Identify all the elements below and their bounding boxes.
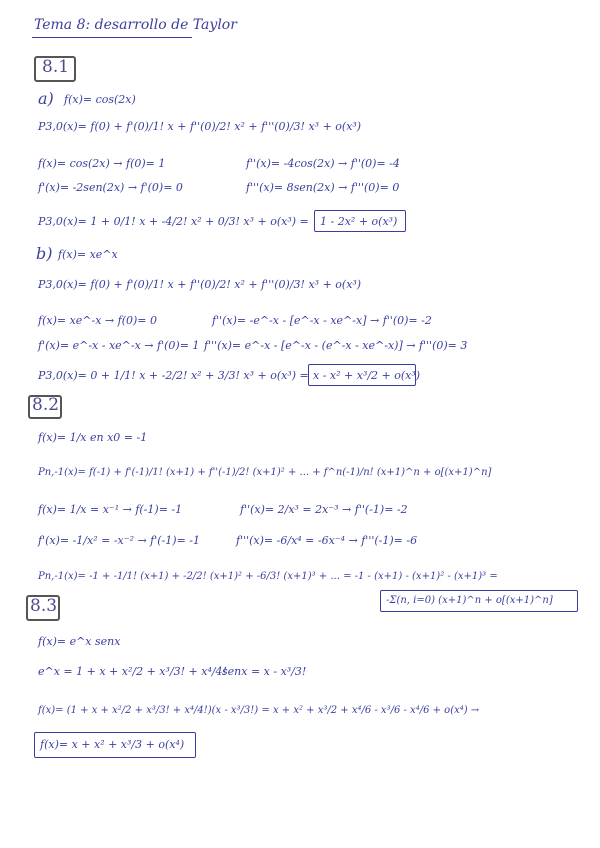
part-a-label: a): [38, 89, 54, 108]
part-b-result: x - x² + x³/2 + o(x³): [313, 369, 421, 382]
part-a-polynomial: P3,0(x)= 1 + 0/1! x + -4/2! x² + 0/3! x³ + o(x³) =: [38, 215, 309, 228]
part-b-f1: f'(x)= e^-x - xe^-x → f'(0)= 1: [38, 339, 200, 352]
section-8-3-product: f(x)= (1 + x + x²/2 + x³/3! + x⁴/4!)(x - x³/3!) = x + x² + x³/2 + x⁴/6 - x³/6 - x⁴/6 + o(x⁴) →: [38, 705, 480, 716]
part-b-taylor-formula: P3,0(x)= f(0) + f'(0)/1! x + f''(0)/2! x² + f'''(0)/3! x³ + o(x³): [38, 278, 362, 291]
section-8-3-exp-series: e^x = 1 + x + x²/2 + x³/3! + x⁴/4!: [38, 665, 227, 678]
part-b-f0: f(x)= xe^-x → f(0)= 0: [38, 314, 157, 327]
part-b-f3: f'''(x)= e^-x - [e^-x - (e^-x - xe^-x)] → f'''(0)= 3: [204, 339, 468, 352]
section-8-3-header: 8.3: [30, 596, 58, 616]
part-b-polynomial: P3,0(x)= 0 + 1/1! x + -2/2! x² + 3/3! x³ + o(x³) =: [38, 369, 309, 382]
part-a-taylor-formula: P3,0(x)= f(0) + f'(0)/1! x + f''(0)/2! x² + f'''(0)/3! x³ + o(x³): [38, 120, 362, 133]
section-8-2-f1: f'(x)= -1/x² = -x⁻² → f'(-1)= -1: [38, 534, 201, 547]
section-8-3-function: f(x)= e^x senx: [38, 635, 121, 648]
section-8-2-function: f(x)= 1/x en x0 = -1: [38, 431, 148, 444]
page-title: Tema 8: desarrollo de Taylor: [34, 17, 237, 33]
title-underline: [32, 37, 192, 38]
part-b-f2: f''(x)= -e^-x - [e^-x - xe^-x] → f''(0)= -2: [212, 314, 432, 327]
part-b-label: b): [36, 244, 53, 263]
section-8-2-result: -Σ(n, i=0) (x+1)^n + o[(x+1)^n]: [386, 595, 553, 606]
section-8-3-result: f(x)= x + x² + x³/3 + o(x⁴): [40, 738, 185, 751]
section-8-2-f0: f(x)= 1/x = x⁻¹ → f(-1)= -1: [38, 503, 183, 516]
section-8-1-header: 8.1: [42, 57, 70, 77]
part-a-f0: f(x)= cos(2x) → f(0)= 1: [38, 157, 166, 170]
section-8-2-taylor-formula: Pn,-1(x)= f(-1) + f'(-1)/1! (x+1) + f''(-1)/2! (x+1)² + ... + f^n(-1)/n! (x+1)^n + o[(x+1)^n]: [38, 467, 492, 478]
part-a-f1: f'(x)= -2sen(2x) → f'(0)= 0: [38, 181, 183, 194]
section-8-2-header: 8.2: [32, 395, 60, 415]
part-a-f2: f''(x)= -4cos(2x) → f''(0)= -4: [246, 157, 400, 170]
section-8-2-polynomial: Pn,-1(x)= -1 + -1/1! (x+1) + -2/2! (x+1)² + -6/3! (x+1)³ + ... = -1 - (x+1) - (x+1)² - (x+1)³ =: [38, 571, 498, 582]
section-8-2-f3: f'''(x)= -6/x⁴ = -6x⁻⁴ → f'''(-1)= -6: [236, 534, 418, 547]
part-a-result: 1 - 2x² + o(x³): [320, 215, 398, 228]
part-a-function: f(x)= cos(2x): [64, 93, 136, 106]
section-8-3-sin-series: senx = x - x³/3!: [222, 665, 307, 678]
section-8-2-f2: f''(x)= 2/x³ = 2x⁻³ → f''(-1)= -2: [240, 503, 408, 516]
part-b-function: f(x)= xe^x: [58, 248, 118, 261]
part-a-f3: f'''(x)= 8sen(2x) → f'''(0)= 0: [246, 181, 400, 194]
